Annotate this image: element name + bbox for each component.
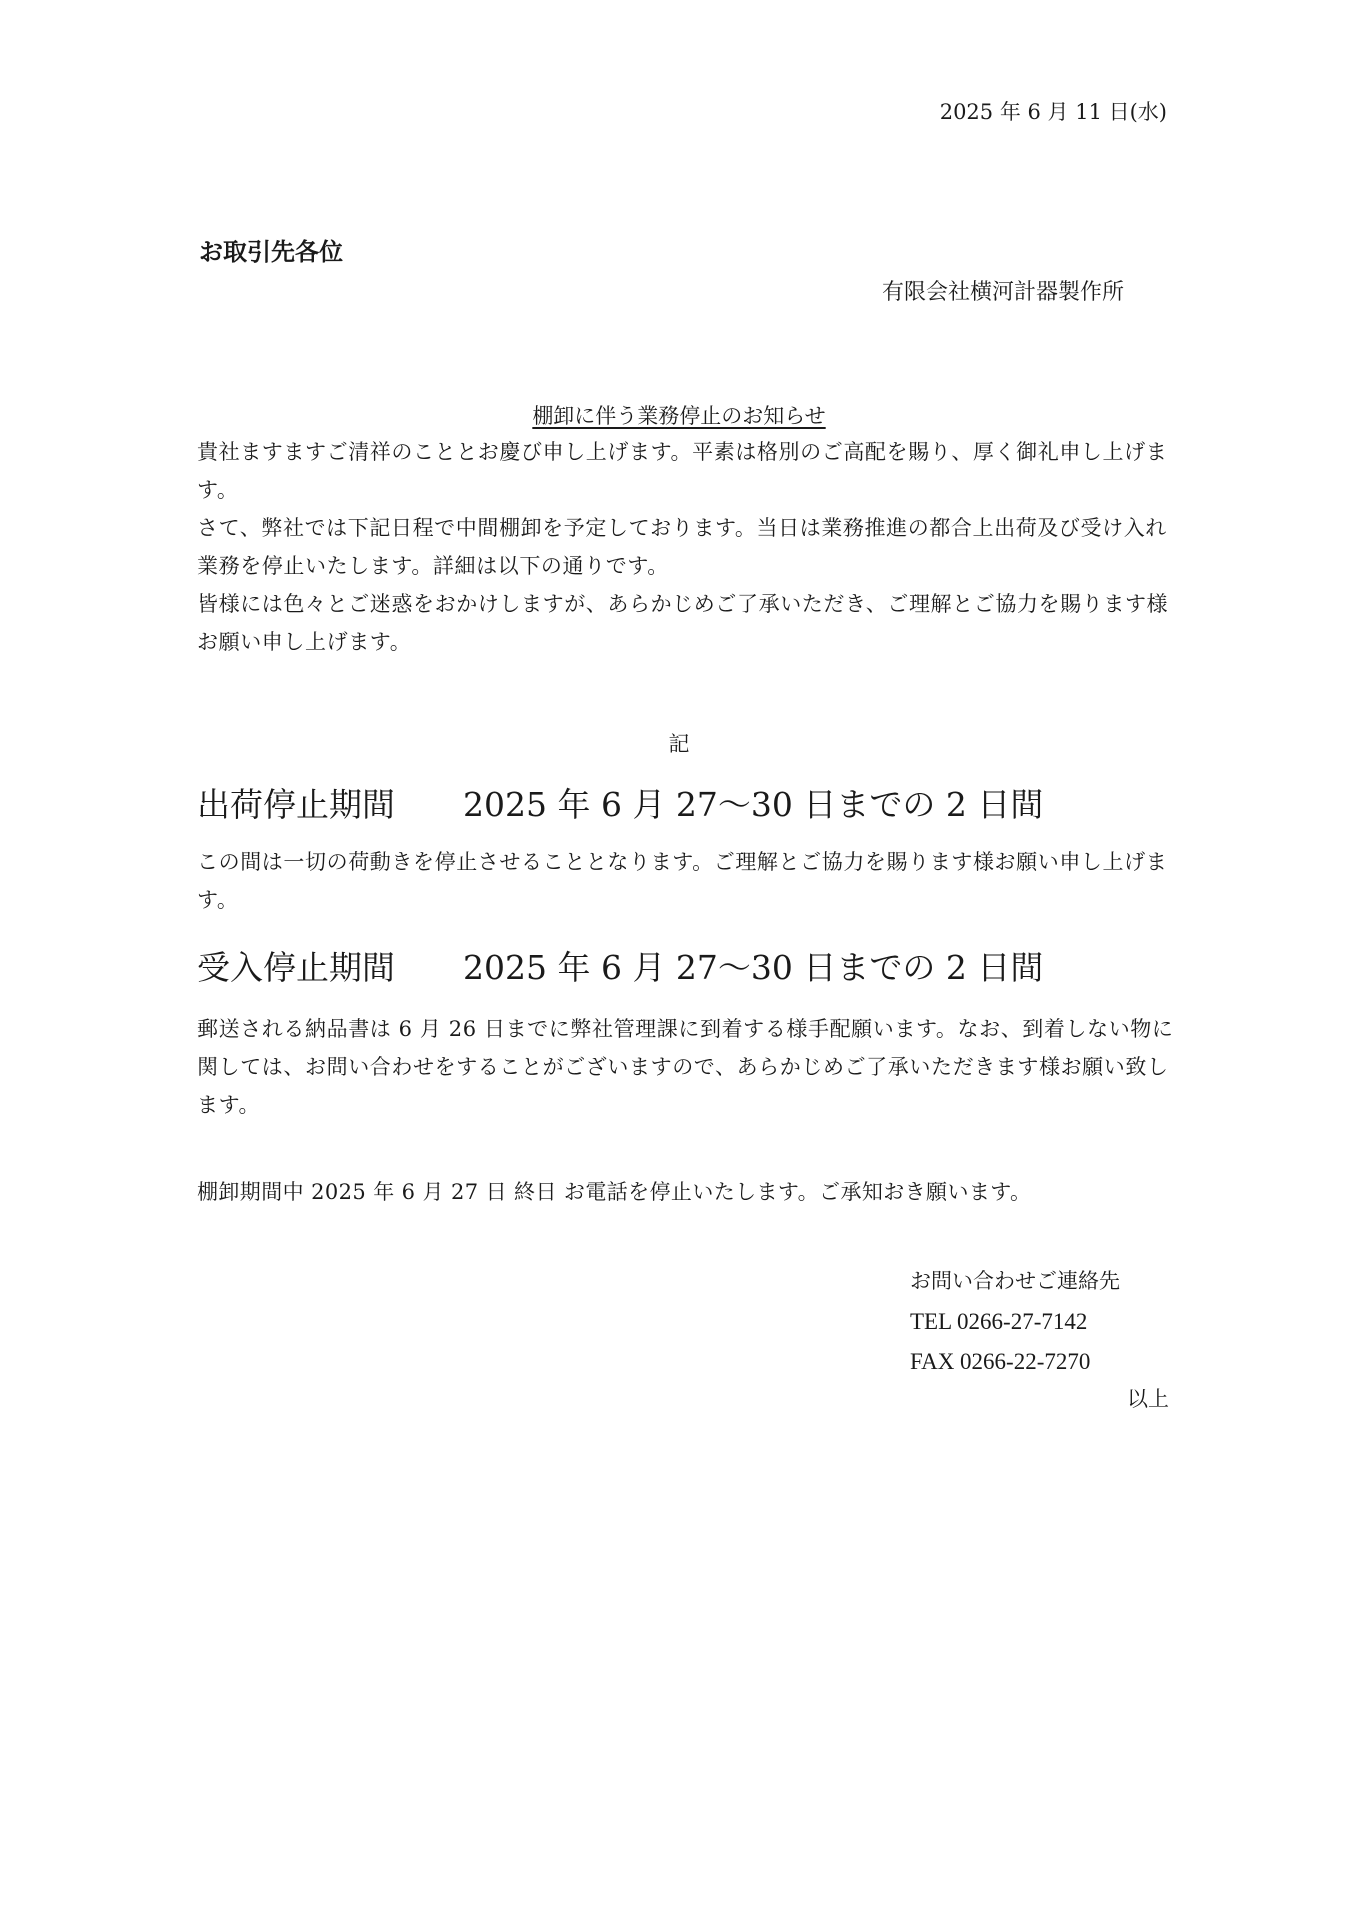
apology-paragraph: 皆様には色々とご迷惑をおかけしますが、あらかじめご了承いただき、ご理解とご協力を賜ります様お願い申し上げます。 (197, 592, 1169, 654)
receiving-stop-description: 郵送される納品書は 6 月 26 日までに弊社管理課に到着する様手配願います。なお、到着しない物に関しては、お問い合わせをすることがございますので、あらかじめご了承いただきます様お願い致します。 (197, 1017, 1174, 1117)
notice-title: 棚卸に伴う業務停止のお知らせ (532, 404, 826, 428)
shipping-stop-description: この間は一切の荷動きを停止させることとなります。ご理解とご協力を賜ります様お願い申し上げます。 (197, 850, 1168, 912)
announcement-paragraph: さて、弊社では下記日程で中間棚卸を予定しております。当日は業務推進の都合上出荷及び受け入れ業務を停止いたします。詳細は以下の通りです。 (197, 516, 1167, 578)
document-date: 2025 年 6 月 11 日(水) (939, 100, 1167, 124)
closing-word: 以上 (1127, 1387, 1169, 1411)
greeting-paragraph: 貴社ますますご清祥のこととお慶び申し上げます。平素は格別のご高配を賜り、厚く御礼申し上げます。 (197, 440, 1168, 502)
shipping-stop-heading (197, 783, 1043, 827)
shipping-stop-period: 2025 年 6 月 27〜30 日までの 2 日間 (463, 785, 1044, 824)
receiving-stop-heading (197, 946, 1043, 990)
receiving-stop-period: 2025 年 6 月 27〜30 日までの 2 日間 (463, 948, 1044, 987)
receiving-stop-label: 受入停止期間 (197, 948, 395, 987)
notice-body (197, 433, 1175, 661)
recipient: お取引先各位 (199, 238, 343, 266)
contact-fax: FAX 0266-22-7270 (910, 1349, 1091, 1374)
contact-tel: TEL 0266-27-7142 (910, 1309, 1088, 1334)
notice-title-wrapper (0, 400, 1358, 430)
ki-marker: 記 (668, 732, 690, 756)
shipping-stop-label: 出荷停止期間 (197, 785, 395, 824)
contact-label: お問い合わせご連絡先 (910, 1269, 1120, 1293)
sender-company: 有限会社横河計器製作所 (881, 280, 1124, 305)
phone-stop-notice: 棚卸期間中 2025 年 6 月 27 日 終日 お電話を停止いたします。ご承知おき願います。 (197, 1180, 1032, 1204)
